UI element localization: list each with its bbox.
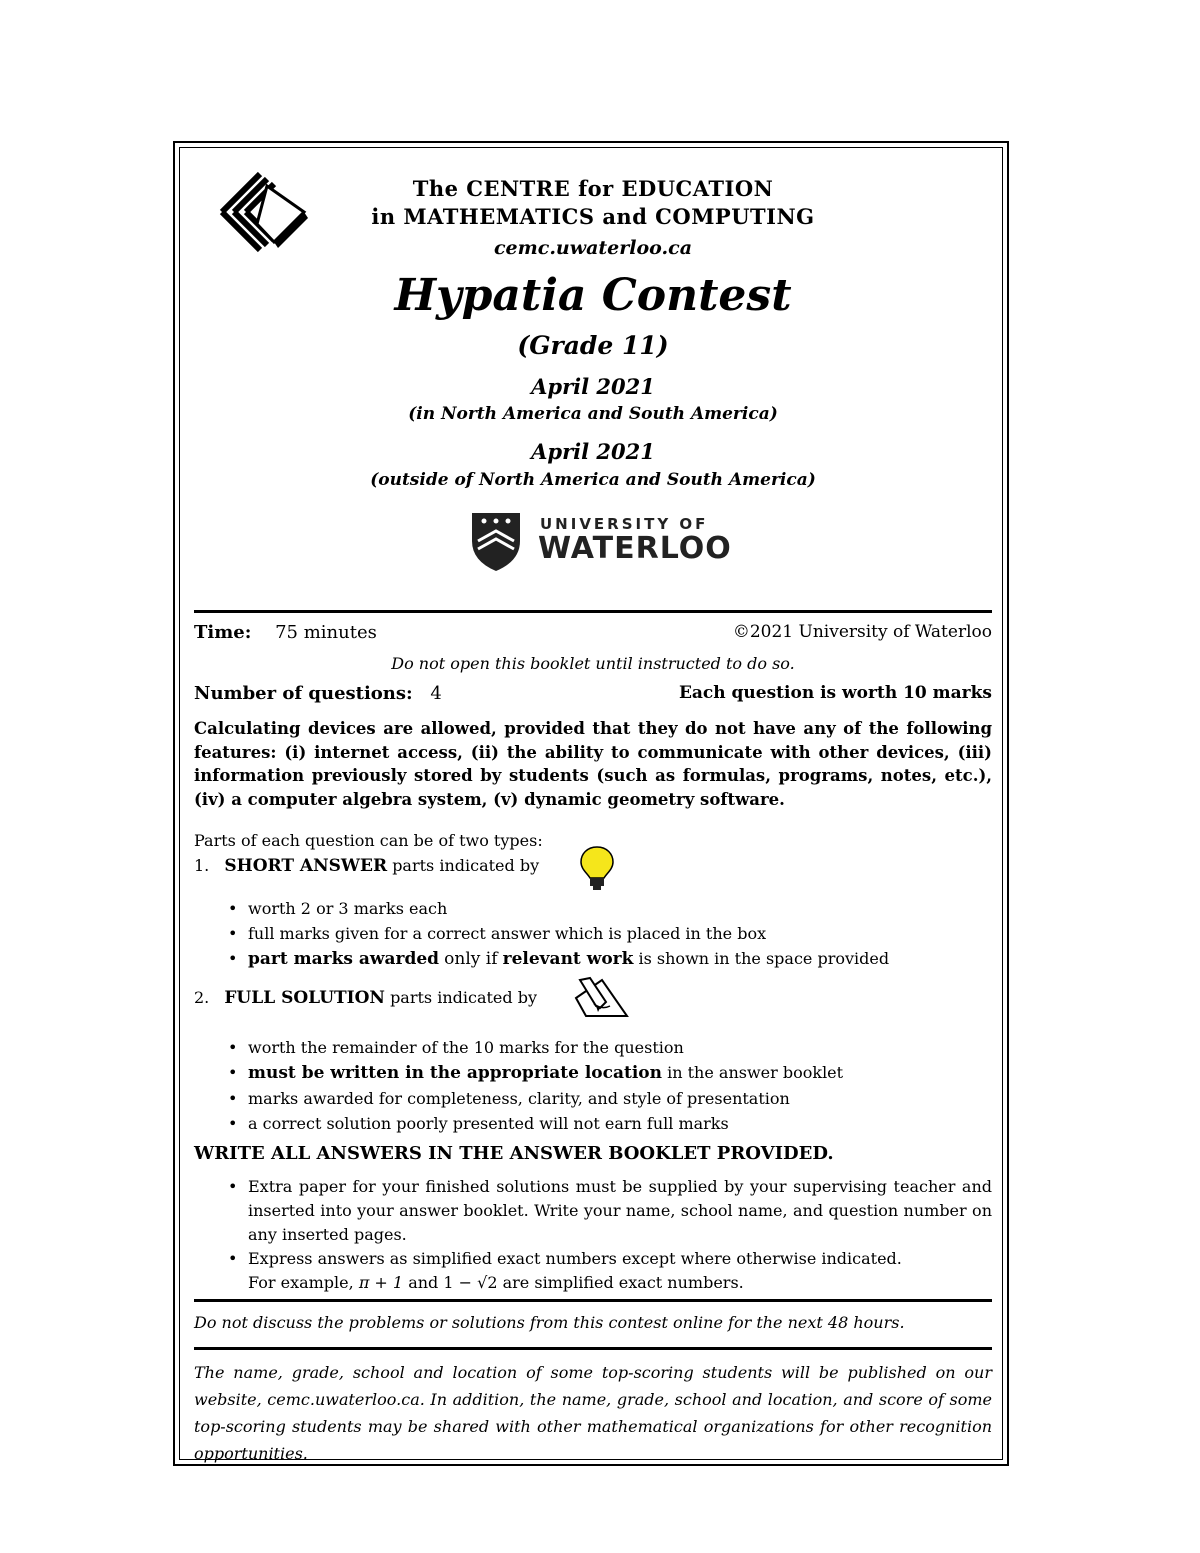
short-answer-indicated: parts indicated by: [392, 856, 540, 875]
full-solution-label: FULL SOLUTION: [224, 988, 385, 1008]
copyright: ©2021 University of Waterloo: [732, 622, 992, 642]
write-all-answers: WRITE ALL ANSWERS IN THE ANSWER BOOKLET PROVIDED.: [194, 1143, 834, 1164]
divider-discuss-bottom: [194, 1347, 992, 1350]
list-item: • a correct solution poorly presented will not earn full marks: [194, 1111, 992, 1136]
num-questions-row: [194, 683, 442, 704]
discuss-notice: Do not discuss the problems or solutions from this contest online for the next 48 hours.: [194, 1313, 905, 1332]
math-expression: π + 1: [358, 1273, 404, 1292]
final-bullets: [194, 1175, 992, 1295]
org-line1: The CENTRE for EDUCATION: [412, 176, 774, 201]
date-2: April 2021: [531, 439, 655, 464]
contest-title: Hypatia Contest: [394, 270, 792, 321]
marks-each: Each question is worth 10 marks: [678, 683, 992, 703]
time-label: Time:: [194, 622, 252, 643]
full-solution-bullets: [194, 1035, 992, 1136]
website: cemc.uwaterloo.ca: [493, 237, 693, 259]
list-item: [194, 1060, 992, 1086]
pencil-paper-icon: [572, 976, 630, 1020]
num-questions-label: Number of questions:: [194, 683, 413, 704]
publish-notice: The name, grade, school and location of some top-scoring students will be published on our website, cemc.uwaterloo.ca. In addition, the name, grade, school and location, and score of some top-scoring students may be shared with other mathematical organizations for other recognition opportunities.: [194, 1363, 992, 1463]
time-row: [194, 622, 377, 643]
short-answer-heading: [194, 856, 539, 876]
time-value: 75 minutes: [275, 622, 377, 643]
full-solution-indicated: parts indicated by: [390, 988, 538, 1007]
date-1: April 2021: [531, 374, 655, 399]
uw-logo-line1: UNIVERSITY OF: [540, 515, 709, 533]
bold-text: part marks awarded: [248, 949, 440, 969]
text: are simplified exact numbers.: [502, 1273, 744, 1292]
short-answer-number: 1.: [194, 856, 210, 875]
do-not-open: Do not open this booklet until instructed to do so.: [391, 654, 795, 673]
list-item: • worth the remainder of the 10 marks for the question: [194, 1035, 992, 1060]
text: in the answer booklet: [667, 1063, 844, 1082]
full-solution-heading: [194, 988, 537, 1008]
org-line2: in MATHEMATICS and COMPUTING: [371, 204, 815, 229]
list-item: • marks awarded for completeness, clarity, and style of presentation: [194, 1086, 992, 1111]
text: For example,: [248, 1273, 354, 1292]
short-answer-label: SHORT ANSWER: [224, 856, 388, 876]
list-item: • Extra paper for your finished solutions must be supplied by your supervising teacher and inserted into your answer booklet. Write your name, school name, and question number on any inserted pages.: [194, 1175, 992, 1247]
bold-text: relevant work: [502, 949, 634, 969]
uw-crest-icon: [470, 511, 522, 573]
num-questions-value: 4: [430, 683, 442, 704]
page-frame: [173, 141, 1009, 1466]
text: and: [408, 1273, 439, 1292]
list-item: • full marks given for a correct answer which is placed in the box: [194, 921, 992, 946]
uw-logo: [470, 511, 740, 577]
list-item: [194, 946, 992, 972]
list-item: [194, 1247, 992, 1295]
math-expression: 1 − √2: [443, 1273, 498, 1292]
page-frame-inner: [179, 147, 1003, 1463]
bold-text: must be written in the appropriate location: [248, 1063, 663, 1083]
divider-discuss-top: [194, 1299, 992, 1302]
text: Express answers as simplified exact numbers except where otherwise indicated.: [248, 1249, 902, 1268]
text: only if: [444, 949, 498, 969]
calculator-rules: Calculating devices are allowed, provided that they do not have any of the following features: (i) internet access, (ii) the ability to communicate with other devices, (iii) information previously stored by students (such as formulas, programs, notes, etc.), (iv) a computer algebra system, (v) dynamic geometry software.: [194, 719, 992, 809]
text: is shown in the space provided: [638, 949, 890, 968]
content: [194, 148, 992, 1463]
region-1: (in North America and South America): [408, 404, 778, 424]
grade: (Grade 11): [517, 331, 669, 360]
list-item: • worth 2 or 3 marks each: [194, 896, 992, 921]
lightbulb-icon: [579, 845, 615, 891]
region-2: (outside of North America and South America): [370, 470, 816, 490]
full-solution-number: 2.: [194, 988, 210, 1007]
divider-top: [194, 610, 992, 613]
short-answer-bullets: [194, 896, 992, 972]
parts-intro: Parts of each question can be of two types:: [194, 831, 543, 850]
uw-logo-line2: WATERLOO: [538, 531, 732, 566]
